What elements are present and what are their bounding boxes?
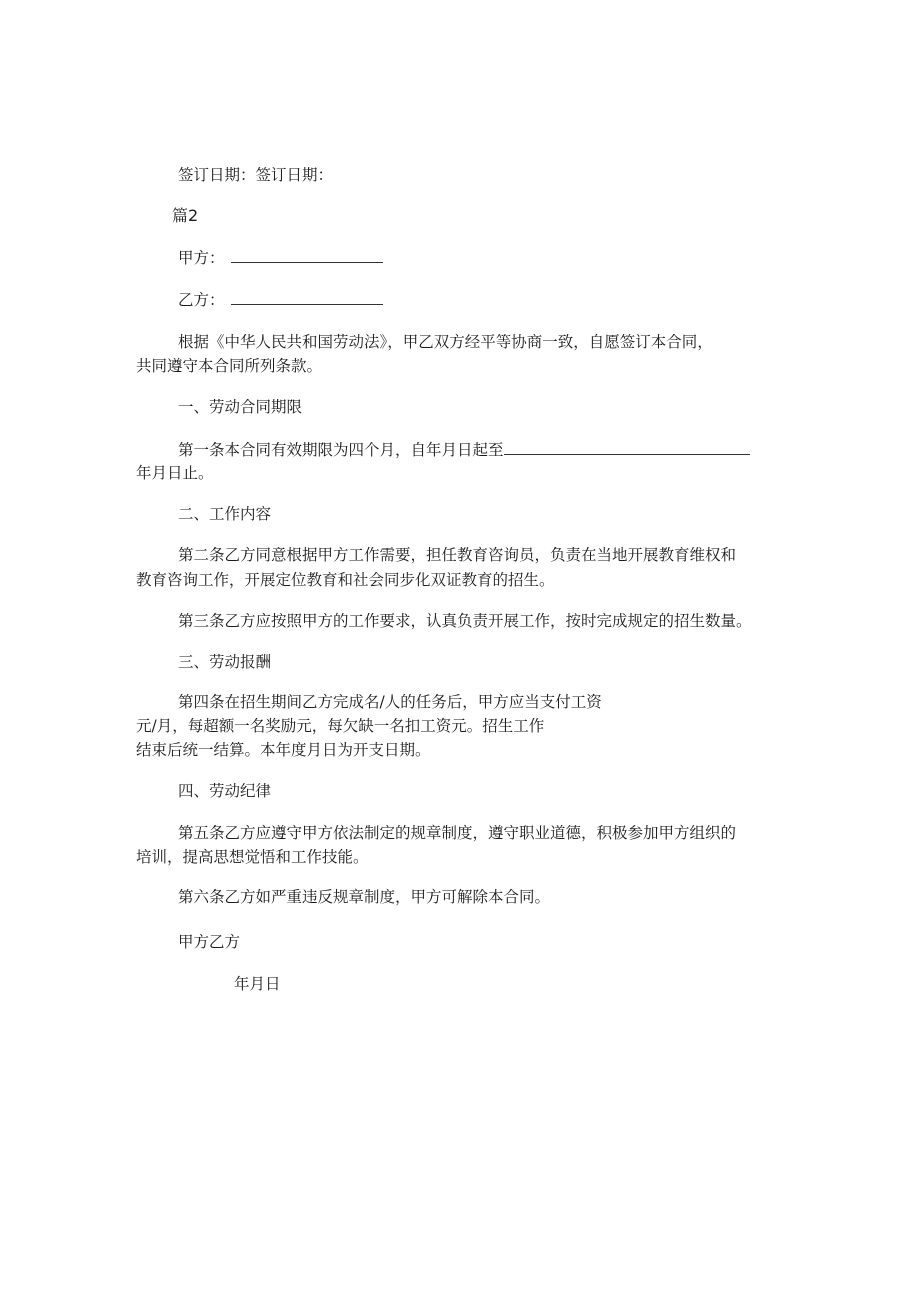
section-title: 篇2 — [172, 206, 199, 225]
signing-date-line: 签订日期：签订日期： — [178, 166, 334, 184]
heading-3: 三、劳动报酬 — [178, 653, 272, 671]
article-5-line-1: 第五条乙方应遵守甲方依法制定的规章制度，遵守职业道德，积极参加甲方组织的 — [178, 824, 737, 842]
article-4-line-1: 第四条在招生期间乙方完成名/人的任务后，甲方应当支付工资 — [178, 693, 602, 711]
article-4-line-2: 元/月，每超额一名奖励元，每欠缺一名扣工资元。招生工作 — [136, 717, 545, 735]
heading-2: 二、工作内容 — [178, 505, 272, 523]
intro-line-1: 根据《中华人民共和国劳动法》，甲乙双方经平等协商一致，自愿签订本合同， — [178, 333, 713, 351]
article-5-line-2: 培训，提高思想觉悟和工作技能。 — [136, 848, 369, 866]
article-4-line-3: 结束后统一结算。本年度月日为开支日期。 — [136, 741, 431, 759]
party-a-blank — [231, 248, 383, 263]
heading-4: 四、劳动纪律 — [178, 782, 272, 800]
article-2-line-1: 第二条乙方同意根据甲方工作需要，担任教育咨询员，负责在当地开展教育维权和 — [178, 546, 737, 564]
party-b-blank — [231, 290, 383, 305]
article-1-blank — [504, 440, 750, 455]
signature-date: 年月日 — [234, 975, 281, 993]
party-a-label: 甲方： — [178, 249, 225, 267]
signature-parties: 甲方乙方 — [178, 933, 241, 951]
party-b-label: 乙方： — [178, 291, 225, 309]
article-2-line-2: 教育咨询工作，开展定位教育和社会同步化双证教育的招生。 — [136, 571, 555, 589]
article-1-row — [178, 440, 750, 460]
article-6: 第六条乙方如严重违反规章制度，甲方可解除本合同。 — [178, 888, 551, 906]
article-3: 第三条乙方应按照甲方的工作要求，认真负责开展工作，按时完成规定的招生数量。 — [178, 612, 752, 630]
party-b-row — [178, 290, 383, 310]
article-1-line-2: 年月日止。 — [136, 464, 214, 482]
party-a-row — [178, 248, 383, 268]
intro-line-2: 共同遵守本合同所列条款。 — [136, 357, 323, 375]
heading-1: 一、劳动合同期限 — [178, 398, 303, 416]
article-1-line-1: 第一条本合同有效期限为四个月，自年月日起至 — [178, 441, 504, 459]
